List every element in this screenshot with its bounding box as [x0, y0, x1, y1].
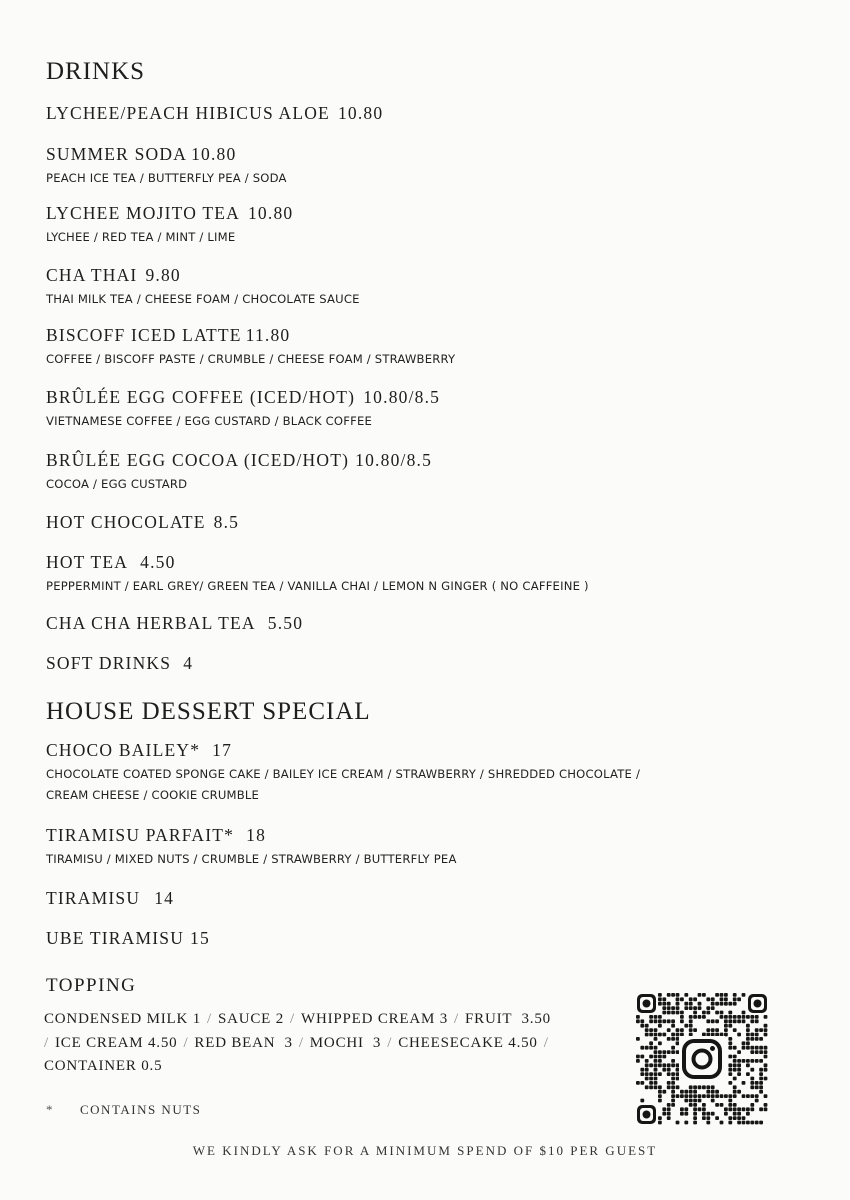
topping-item: WHIPPED CREAM 3 [301, 1011, 449, 1027]
menu-item [46, 825, 457, 866]
item-price: 17 [212, 740, 233, 760]
item-price: 9.80 [145, 265, 181, 285]
menu-item [46, 203, 293, 244]
topping-line: CONDENSED MILK 1 / SAUCE 2 / WHIPPED CREAM 3 / FRUIT 3.50 [44, 1011, 551, 1027]
item-name: TIRAMISU [46, 888, 141, 908]
item-description: LYCHEE / RED TEA / MINT / LIME [46, 230, 236, 244]
item-price: 10.80 [337, 103, 384, 123]
item-price: 10.80/8.5 [363, 387, 441, 407]
item-name: BRÛLÉE EGG COCOA (ICED/HOT) [46, 450, 350, 470]
menu-item [46, 450, 432, 491]
note-symbol: * [46, 1102, 54, 1117]
nuts-note [46, 1102, 201, 1118]
qr-code[interactable] [636, 993, 768, 1125]
item-price: 10.80 [191, 144, 237, 164]
item-price: 8.5 [213, 512, 240, 532]
topping-line [44, 1055, 614, 1079]
item-name: HOT TEA [46, 552, 129, 572]
item-price: 4.50 [140, 552, 176, 572]
item-price: 11.80 [245, 325, 291, 345]
topping-item: CONTAINER 0.5 [44, 1058, 163, 1074]
topping-item: CHEESECAKE 4.50 [398, 1034, 538, 1051]
footer-text: WE KINDLY ASK FOR A MINIMUM SPEND OF $10 PER GUEST [192, 1143, 658, 1158]
topping-item: ICE CREAM 4.50 [54, 1034, 178, 1051]
item-price: 15 [190, 928, 210, 948]
topping-item: SAUCE 2 [217, 1011, 285, 1027]
item-description: TIRAMISU / MIXED NUTS / CRUMBLE / STRAWBERRY / BUTTERFLY PEA [46, 852, 457, 866]
menu-item [46, 387, 440, 428]
menu-item [46, 740, 640, 802]
item-name: TIRAMISU PARFAIT* [46, 825, 235, 845]
item-description: VIETNAMESE COFFEE / EGG CUSTARD / BLACK COFFEE [46, 414, 373, 428]
desserts-title: HOUSE DESSERT SPECIAL [46, 698, 371, 725]
item-name: BRÛLÉE EGG COFFEE (ICED/HOT) [46, 387, 356, 407]
item-name: CHOCO BAILEY* [46, 740, 201, 760]
instagram-icon [679, 1036, 725, 1082]
item-name: SOFT DRINKS [46, 653, 172, 673]
note-text: CONTAINS NUTS [80, 1102, 202, 1117]
menu-item [46, 653, 193, 674]
item-description: COCOA / EGG CUSTARD [46, 477, 188, 491]
item-name: CHA THAI [46, 265, 138, 285]
item-price: 4 [183, 653, 194, 673]
menu-item [46, 325, 455, 366]
item-price: 10.80/8.5 [355, 450, 433, 470]
topping-item: RED BEAN 3 [194, 1034, 293, 1051]
item-name: LYCHEE MOJITO TEA [46, 203, 240, 223]
item-price: 5.50 [267, 613, 304, 633]
menu-item [46, 103, 383, 124]
item-name: CHA CHA HERBAL TEA [46, 613, 256, 633]
menu-item [46, 888, 174, 909]
item-description: PEACH ICE TEA / BUTTERFLY PEA / SODA [46, 171, 287, 185]
item-price: 18 [246, 825, 267, 845]
item-name: SUMMER SODA [46, 144, 188, 164]
item-description: COFFEE / BISCOFF PASTE / CRUMBLE / CHEESE FOAM / STRAWBERRY [46, 352, 456, 366]
menu-item [46, 144, 287, 185]
item-name: BISCOFF ICED LATTE [46, 325, 242, 345]
topping-line: / ICE CREAM 4.50 / RED BEAN 3 / MOCHI 3 / CHEESECAKE 4.50 / [44, 1034, 549, 1051]
menu-item [46, 928, 210, 949]
topping-item: MOCHI 3 [309, 1034, 382, 1051]
item-name: HOT CHOCOLATE [46, 512, 206, 532]
topping-list [44, 1008, 614, 1079]
item-name: UBE TIRAMISU [46, 928, 185, 948]
drinks-title: DRINKS [46, 58, 146, 85]
menu-item [46, 613, 303, 634]
item-description: THAI MILK TEA / CHEESE FOAM / CHOCOLATE SAUCE [46, 292, 360, 306]
menu-item [46, 552, 589, 593]
item-name: LYCHEE/PEACH HIBICUS ALOE [46, 103, 330, 123]
item-description: PEPPERMINT / EARL GREY/ GREEN TEA / VANILLA CHAI / LEMON N GINGER ( NO CAFFEINE ) [46, 579, 589, 593]
item-description: CHOCOLATE COATED SPONGE CAKE / BAILEY ICE CREAM / STRAWBERRY / SHREDDED CHOCOLATE / [46, 767, 641, 781]
item-price: 14 [154, 888, 175, 908]
menu-item [46, 512, 239, 533]
menu-item [46, 265, 360, 306]
topping-title: TOPPING [46, 975, 137, 996]
topping-item: CONDENSED MILK 1 [44, 1011, 201, 1027]
item-price: 10.80 [247, 203, 294, 223]
item-description: CREAM CHEESE / COOKIE CRUMBLE [46, 788, 260, 802]
topping-item: FRUIT 3.50 [465, 1011, 551, 1027]
